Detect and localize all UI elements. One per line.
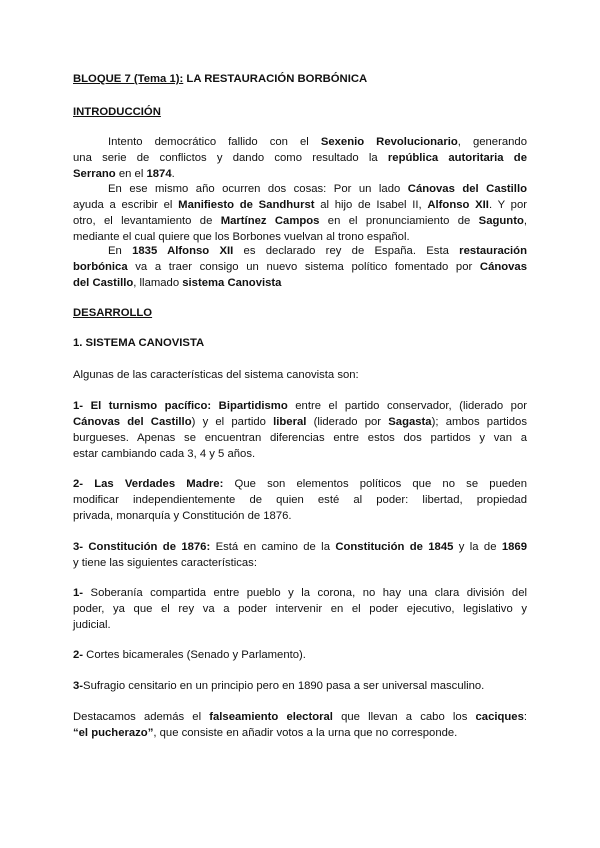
intro-p2-line2: ayuda a escribir el Manifiesto de Sandhurst al hijo de Isabel II, Alfonso XII. Y por bbox=[73, 199, 527, 211]
intro-p2-line1: En ese mismo año ocurren dos cosas: Por un lado Cánovas del Castillo bbox=[108, 183, 527, 195]
point1-line1: 1- El turnismo pacífico: Bipartidismo entre el partido conservador, (liderado por bbox=[73, 400, 527, 412]
sub2-line: 2- Cortes bicamerales (Senado y Parlamento). bbox=[73, 649, 306, 661]
point1-line4: estar cambiando cada 3, 4 y 5 años. bbox=[73, 448, 256, 460]
point1-line3: burgueses. Apenas se encuentran diferencias entre estos dos partidos y van a bbox=[73, 432, 527, 444]
intro-p3-line1: En 1835 Alfonso XII es declarado rey de España. Esta restauración bbox=[108, 245, 527, 257]
block-label: BLOQUE 7 (Tema 1): bbox=[73, 73, 184, 85]
intro-p1-line2: una serie de conflictos y dando como resultado la república autoritaria de bbox=[73, 152, 527, 164]
section1-heading: 1. SISTEMA CANOVISTA bbox=[73, 337, 205, 349]
point3-line1: 3- Constitución de 1876: Está en camino de la Constitución de 1845 y la de 1869 bbox=[73, 541, 527, 553]
intro-p2-line4: mediante el cual quiere que los Borbones vuelvan al trono español. bbox=[73, 231, 410, 243]
sub1-line1: 1- Soberanía compartida entre pueblo y la corona, no hay una clara división del bbox=[73, 587, 527, 599]
intro-p3-line3: del Castillo, llamado sistema Canovista bbox=[73, 277, 282, 289]
closing-line1: Destacamos además el falseamiento electoral que llevan a cabo los caciques: bbox=[73, 711, 528, 723]
desarrollo-heading: DESARROLLO bbox=[73, 307, 153, 319]
point2-line3: privada, monarquía y Constitución de 1876. bbox=[73, 510, 292, 522]
intro-p1-line3: Serrano en el 1874. bbox=[73, 168, 175, 180]
intro-heading: INTRODUCCIÓN bbox=[73, 106, 161, 118]
sub3-line: 3-Sufragio censitario en un principio pero en 1890 pasa a ser universal masculino. bbox=[73, 680, 485, 692]
document-title bbox=[73, 71, 527, 87]
point3-line2: y tiene las siguientes características: bbox=[73, 557, 257, 569]
section1-intro: Algunas de las características del sistema canovista son: bbox=[73, 369, 359, 381]
intro-p3-line2: borbónica va a traer consigo un nuevo sistema político fomentado por Cánovas bbox=[73, 261, 527, 273]
point2-line1: 2- Las Verdades Madre: Que son elementos políticos que no se pueden bbox=[73, 478, 527, 490]
sub1-line2: poder, ya que el rey va a poder intervenir en el poder ejecutivo, legislativo y bbox=[73, 603, 527, 615]
title-text: LA RESTAURACIÓN BORBÓNICA bbox=[183, 73, 368, 85]
sub1-line3: judicial. bbox=[73, 619, 111, 631]
point2-line2: modificar independientemente de quien esté al poder: libertad, propiedad bbox=[73, 494, 527, 506]
intro-p1-line1: Intento democrático fallido con el Sexenio Revolucionario, generando bbox=[108, 136, 527, 148]
closing-line2: “el pucherazo”, que consiste en añadir votos a la urna que no corresponde. bbox=[73, 727, 458, 739]
intro-p2-line3: otro, el levantamiento de Martínez Campos en el pronunciamiento de Sagunto, bbox=[73, 215, 527, 227]
point1-line2: Cánovas del Castillo) y el partido liberal (liderado por Sagasta); ambos partidos bbox=[73, 416, 527, 428]
